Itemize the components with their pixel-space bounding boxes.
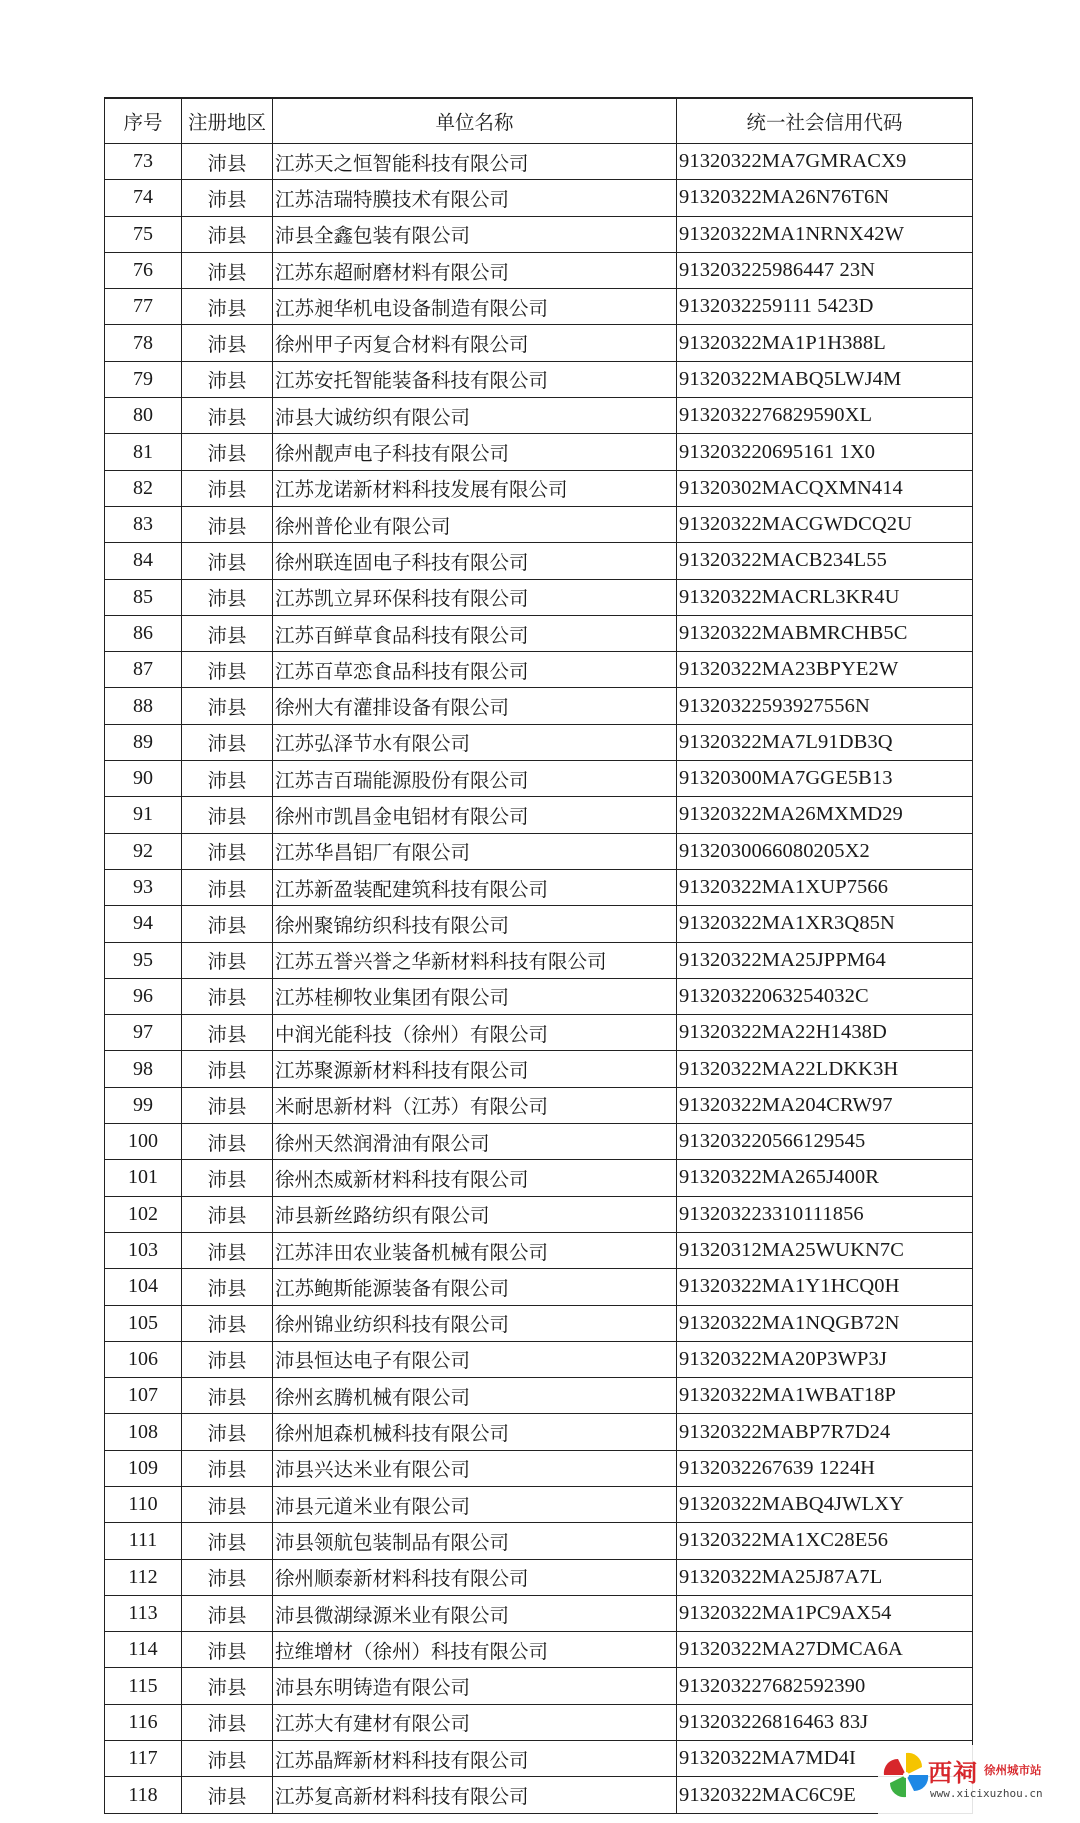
serial-no-cell: 117 bbox=[105, 1741, 182, 1777]
region-cell: 沛县 bbox=[182, 1523, 273, 1559]
credit-code-cell: 91320322063254032C bbox=[677, 978, 973, 1014]
company-name-cell: 江苏弘泽节水有限公司 bbox=[273, 724, 677, 760]
watermark-brand: 西祠 bbox=[928, 1759, 978, 1787]
serial-no-cell: 101 bbox=[105, 1160, 182, 1196]
company-name-cell: 徐州普伦业有限公司 bbox=[273, 506, 677, 542]
table-row bbox=[105, 216, 973, 252]
table-row bbox=[105, 1559, 973, 1595]
serial-no-cell: 80 bbox=[105, 398, 182, 434]
region-cell: 沛县 bbox=[182, 1741, 273, 1777]
serial-no-cell: 85 bbox=[105, 579, 182, 615]
serial-no-cell: 115 bbox=[105, 1668, 182, 1704]
serial-no-cell: 100 bbox=[105, 1124, 182, 1160]
credit-code-cell: 91320322MABQ4JWLXY bbox=[677, 1486, 973, 1522]
credit-code-cell: 91320322MA26MXMD29 bbox=[677, 797, 973, 833]
region-cell: 沛县 bbox=[182, 506, 273, 542]
credit-code-cell: 913203225986447 23N bbox=[677, 252, 973, 288]
table-row bbox=[105, 1741, 973, 1777]
company-name-cell: 沛县大诚纺织有限公司 bbox=[273, 398, 677, 434]
site-watermark bbox=[878, 1745, 1074, 1823]
credit-code-cell: 91320322MACGWDCQ2U bbox=[677, 506, 973, 542]
region-cell: 沛县 bbox=[182, 1632, 273, 1668]
company-name-cell: 徐州杰威新材料科技有限公司 bbox=[273, 1160, 677, 1196]
table-row bbox=[105, 1087, 973, 1123]
credit-code-cell: 91320322MA22LDKK3H bbox=[677, 1051, 973, 1087]
credit-code-cell: 91320322MA20P3WP3J bbox=[677, 1341, 973, 1377]
region-cell: 沛县 bbox=[182, 688, 273, 724]
region-cell: 沛县 bbox=[182, 1341, 273, 1377]
table-row bbox=[105, 543, 973, 579]
region-cell: 沛县 bbox=[182, 1269, 273, 1305]
credit-code-cell: 9132032259111 5423D bbox=[677, 289, 973, 325]
credit-code-cell: 91320322MA1XR3Q85N bbox=[677, 906, 973, 942]
company-name-cell: 沛县元道米业有限公司 bbox=[273, 1486, 677, 1522]
company-name-cell: 江苏天之恒智能科技有限公司 bbox=[273, 144, 677, 180]
serial-no-cell: 89 bbox=[105, 724, 182, 760]
company-name-cell: 江苏百草恋食品科技有限公司 bbox=[273, 652, 677, 688]
company-name-cell: 江苏新盈装配建筑科技有限公司 bbox=[273, 869, 677, 905]
region-cell: 沛县 bbox=[182, 1378, 273, 1414]
region-cell: 沛县 bbox=[182, 1414, 273, 1450]
table-row bbox=[105, 289, 973, 325]
credit-code-cell: 91320322MA25J87A7L bbox=[677, 1559, 973, 1595]
serial-no-cell: 114 bbox=[105, 1632, 182, 1668]
table-row bbox=[105, 1523, 973, 1559]
credit-code-cell: 91320322MA1NQGB72N bbox=[677, 1305, 973, 1341]
company-name-cell: 江苏龙诺新材料科技发展有限公司 bbox=[273, 470, 677, 506]
serial-no-cell: 113 bbox=[105, 1595, 182, 1631]
region-cell: 沛县 bbox=[182, 1595, 273, 1631]
credit-code-cell: 91320322MA25JPPM64 bbox=[677, 942, 973, 978]
region-cell: 沛县 bbox=[182, 1704, 273, 1740]
serial-no-cell: 87 bbox=[105, 652, 182, 688]
credit-code-cell: 91320322MACRL3KR4U bbox=[677, 579, 973, 615]
table-row bbox=[105, 761, 973, 797]
region-cell: 沛县 bbox=[182, 144, 273, 180]
company-name-cell: 江苏聚源新材料科技有限公司 bbox=[273, 1051, 677, 1087]
credit-code-cell: 91320322MA7L91DB3Q bbox=[677, 724, 973, 760]
header-credit-code: 统一社会信用代码 bbox=[677, 98, 973, 144]
table-row bbox=[105, 361, 973, 397]
serial-no-cell: 112 bbox=[105, 1559, 182, 1595]
company-list-table bbox=[104, 97, 973, 1814]
table-row bbox=[105, 1269, 973, 1305]
header-company-name: 单位名称 bbox=[273, 98, 677, 144]
company-name-cell: 江苏凯立昇环保科技有限公司 bbox=[273, 579, 677, 615]
credit-code-cell: 91320300MA7GGE5B13 bbox=[677, 761, 973, 797]
company-name-cell: 徐州顺泰新材料科技有限公司 bbox=[273, 1559, 677, 1595]
watermark-domain: www.xicixuzhou.cn bbox=[930, 1787, 1043, 1800]
credit-code-cell: 91320322MA1PC9AX54 bbox=[677, 1595, 973, 1631]
region-cell: 沛县 bbox=[182, 325, 273, 361]
region-cell: 沛县 bbox=[182, 361, 273, 397]
region-cell: 沛县 bbox=[182, 615, 273, 651]
table-row bbox=[105, 1668, 973, 1704]
region-cell: 沛县 bbox=[182, 1305, 273, 1341]
table-row bbox=[105, 1595, 973, 1631]
credit-code-cell: 91320322MA1XUP7566 bbox=[677, 869, 973, 905]
serial-no-cell: 111 bbox=[105, 1523, 182, 1559]
credit-code-cell: 91320322MABMRCHB5C bbox=[677, 615, 973, 651]
region-cell: 沛县 bbox=[182, 1160, 273, 1196]
serial-no-cell: 82 bbox=[105, 470, 182, 506]
serial-no-cell: 104 bbox=[105, 1269, 182, 1305]
credit-code-cell: 91320322MABP7R7D24 bbox=[677, 1414, 973, 1450]
table-row bbox=[105, 1378, 973, 1414]
table-row bbox=[105, 978, 973, 1014]
table-row bbox=[105, 506, 973, 542]
company-name-cell: 江苏东超耐磨材料有限公司 bbox=[273, 252, 677, 288]
credit-code-cell: 9132030066080205X2 bbox=[677, 833, 973, 869]
serial-no-cell: 91 bbox=[105, 797, 182, 833]
table-body bbox=[105, 144, 973, 1814]
table-row bbox=[105, 1015, 973, 1051]
region-cell: 沛县 bbox=[182, 1232, 273, 1268]
company-name-cell: 徐州市凯昌金电铝材有限公司 bbox=[273, 797, 677, 833]
pinwheel-logo-icon bbox=[878, 1747, 934, 1803]
table-row bbox=[105, 325, 973, 361]
company-name-cell: 江苏洁瑞特膜技术有限公司 bbox=[273, 180, 677, 216]
company-name-cell: 江苏晶辉新材料科技有限公司 bbox=[273, 1741, 677, 1777]
table-row bbox=[105, 470, 973, 506]
table-row bbox=[105, 144, 973, 180]
serial-no-cell: 109 bbox=[105, 1450, 182, 1486]
serial-no-cell: 73 bbox=[105, 144, 182, 180]
credit-code-cell: 91320322MA265J400R bbox=[677, 1160, 973, 1196]
company-name-cell: 江苏昶华机电设备制造有限公司 bbox=[273, 289, 677, 325]
serial-no-cell: 84 bbox=[105, 543, 182, 579]
company-name-cell: 徐州旭森机械科技有限公司 bbox=[273, 1414, 677, 1450]
serial-no-cell: 95 bbox=[105, 942, 182, 978]
serial-no-cell: 96 bbox=[105, 978, 182, 1014]
region-cell: 沛县 bbox=[182, 833, 273, 869]
credit-code-cell: 91320322MABQ5LWJ4M bbox=[677, 361, 973, 397]
credit-code-cell: 913203220695161 1X0 bbox=[677, 434, 973, 470]
region-cell: 沛县 bbox=[182, 761, 273, 797]
serial-no-cell: 79 bbox=[105, 361, 182, 397]
serial-no-cell: 107 bbox=[105, 1378, 182, 1414]
credit-code-cell: 91320322MA1XC28E56 bbox=[677, 1523, 973, 1559]
company-name-cell: 沛县全鑫包装有限公司 bbox=[273, 216, 677, 252]
table-row bbox=[105, 942, 973, 978]
region-cell: 沛县 bbox=[182, 1051, 273, 1087]
serial-no-cell: 102 bbox=[105, 1196, 182, 1232]
company-name-cell: 拉维增材（徐州）科技有限公司 bbox=[273, 1632, 677, 1668]
region-cell: 沛县 bbox=[182, 978, 273, 1014]
company-name-cell: 江苏沣田农业装备机械有限公司 bbox=[273, 1232, 677, 1268]
table-row bbox=[105, 1305, 973, 1341]
table-row bbox=[105, 1160, 973, 1196]
serial-no-cell: 88 bbox=[105, 688, 182, 724]
serial-no-cell: 83 bbox=[105, 506, 182, 542]
credit-code-cell: 91320322593927556N bbox=[677, 688, 973, 724]
table-row bbox=[105, 1486, 973, 1522]
serial-no-cell: 118 bbox=[105, 1777, 182, 1813]
credit-code-cell: 913203223310111856 bbox=[677, 1196, 973, 1232]
serial-no-cell: 75 bbox=[105, 216, 182, 252]
region-cell: 沛县 bbox=[182, 1015, 273, 1051]
credit-code-cell: 91320322MACB234L55 bbox=[677, 543, 973, 579]
company-name-cell: 徐州大有灌排设备有限公司 bbox=[273, 688, 677, 724]
table-row bbox=[105, 398, 973, 434]
region-cell: 沛县 bbox=[182, 1777, 273, 1813]
company-name-cell: 中润光能科技（徐州）有限公司 bbox=[273, 1015, 677, 1051]
table-header bbox=[105, 98, 973, 144]
region-cell: 沛县 bbox=[182, 398, 273, 434]
table-row bbox=[105, 180, 973, 216]
table-row bbox=[105, 1232, 973, 1268]
header-row bbox=[105, 98, 973, 144]
header-region: 注册地区 bbox=[182, 98, 273, 144]
region-cell: 沛县 bbox=[182, 543, 273, 579]
credit-code-cell: 9132032276829590XL bbox=[677, 398, 973, 434]
company-name-cell: 徐州锦业纺织科技有限公司 bbox=[273, 1305, 677, 1341]
table-row bbox=[105, 797, 973, 833]
region-cell: 沛县 bbox=[182, 434, 273, 470]
credit-code-cell: 91320322MA7GMRACX9 bbox=[677, 144, 973, 180]
credit-code-cell: 91320322MA22H1438D bbox=[677, 1015, 973, 1051]
company-name-cell: 江苏大有建材有限公司 bbox=[273, 1704, 677, 1740]
serial-no-cell: 81 bbox=[105, 434, 182, 470]
table-row bbox=[105, 252, 973, 288]
serial-no-cell: 110 bbox=[105, 1486, 182, 1522]
credit-code-cell: 9132032267639 1224H bbox=[677, 1450, 973, 1486]
company-name-cell: 徐州靓声电子科技有限公司 bbox=[273, 434, 677, 470]
table-row bbox=[105, 1124, 973, 1160]
credit-code-cell: 91320322MA1Y1HCQ0H bbox=[677, 1269, 973, 1305]
company-name-cell: 沛县领航包装制品有限公司 bbox=[273, 1523, 677, 1559]
company-name-cell: 徐州天然润滑油有限公司 bbox=[273, 1124, 677, 1160]
credit-code-cell: 91320322MA23BPYE2W bbox=[677, 652, 973, 688]
table-row bbox=[105, 1341, 973, 1377]
company-name-cell: 徐州联连固电子科技有限公司 bbox=[273, 543, 677, 579]
credit-code-cell: 91320322MA7MD4I bbox=[677, 1741, 973, 1777]
credit-code-cell: 91320322MA27DMCA6A bbox=[677, 1632, 973, 1668]
serial-no-cell: 78 bbox=[105, 325, 182, 361]
company-name-cell: 沛县东明铸造有限公司 bbox=[273, 1668, 677, 1704]
credit-code-cell: 91320322MA26N76T6N bbox=[677, 180, 973, 216]
credit-code-cell: 91320302MACQXMN414 bbox=[677, 470, 973, 506]
company-name-cell: 沛县微湖绿源米业有限公司 bbox=[273, 1595, 677, 1631]
company-name-cell: 沛县新丝路纺织有限公司 bbox=[273, 1196, 677, 1232]
table-row bbox=[105, 579, 973, 615]
serial-no-cell: 116 bbox=[105, 1704, 182, 1740]
region-cell: 沛县 bbox=[182, 869, 273, 905]
company-name-cell: 沛县恒达电子有限公司 bbox=[273, 1341, 677, 1377]
company-name-cell: 沛县兴达米业有限公司 bbox=[273, 1450, 677, 1486]
serial-no-cell: 76 bbox=[105, 252, 182, 288]
table-row bbox=[105, 1704, 973, 1740]
region-cell: 沛县 bbox=[182, 579, 273, 615]
credit-code-cell: 91320322MA204CRW97 bbox=[677, 1087, 973, 1123]
region-cell: 沛县 bbox=[182, 1087, 273, 1123]
company-name-cell: 江苏安托智能装备科技有限公司 bbox=[273, 361, 677, 397]
serial-no-cell: 105 bbox=[105, 1305, 182, 1341]
region-cell: 沛县 bbox=[182, 652, 273, 688]
credit-code-cell: 91320322MA1NRNX42W bbox=[677, 216, 973, 252]
region-cell: 沛县 bbox=[182, 1668, 273, 1704]
serial-no-cell: 103 bbox=[105, 1232, 182, 1268]
company-name-cell: 江苏百鲜草食品科技有限公司 bbox=[273, 615, 677, 651]
region-cell: 沛县 bbox=[182, 1196, 273, 1232]
table-row bbox=[105, 906, 973, 942]
table-row bbox=[105, 652, 973, 688]
serial-no-cell: 106 bbox=[105, 1341, 182, 1377]
serial-no-cell: 77 bbox=[105, 289, 182, 325]
company-name-cell: 徐州聚锦纺织科技有限公司 bbox=[273, 906, 677, 942]
region-cell: 沛县 bbox=[182, 797, 273, 833]
credit-code-cell: 913203220566129545 bbox=[677, 1124, 973, 1160]
region-cell: 沛县 bbox=[182, 942, 273, 978]
table-row bbox=[105, 1051, 973, 1087]
serial-no-cell: 74 bbox=[105, 180, 182, 216]
serial-no-cell: 98 bbox=[105, 1051, 182, 1087]
credit-code-cell: 91320322MAC6C9E bbox=[677, 1777, 973, 1813]
serial-no-cell: 108 bbox=[105, 1414, 182, 1450]
credit-code-cell: 91320312MA25WUKN7C bbox=[677, 1232, 973, 1268]
company-name-cell: 江苏五誉兴誉之华新材料科技有限公司 bbox=[273, 942, 677, 978]
table-row bbox=[105, 1777, 973, 1813]
region-cell: 沛县 bbox=[182, 289, 273, 325]
company-name-cell: 米耐思新材料（江苏）有限公司 bbox=[273, 1087, 677, 1123]
table-row bbox=[105, 1414, 973, 1450]
serial-no-cell: 94 bbox=[105, 906, 182, 942]
company-name-cell: 江苏鲍斯能源装备有限公司 bbox=[273, 1269, 677, 1305]
company-name-cell: 徐州甲子丙复合材料有限公司 bbox=[273, 325, 677, 361]
region-cell: 沛县 bbox=[182, 906, 273, 942]
table-row bbox=[105, 1196, 973, 1232]
table-row bbox=[105, 724, 973, 760]
table-row bbox=[105, 688, 973, 724]
serial-no-cell: 99 bbox=[105, 1087, 182, 1123]
credit-code-cell: 91320322MA1P1H388L bbox=[677, 325, 973, 361]
credit-code-cell: 913203227682592390 bbox=[677, 1668, 973, 1704]
region-cell: 沛县 bbox=[182, 252, 273, 288]
serial-no-cell: 90 bbox=[105, 761, 182, 797]
region-cell: 沛县 bbox=[182, 1450, 273, 1486]
region-cell: 沛县 bbox=[182, 470, 273, 506]
serial-no-cell: 93 bbox=[105, 869, 182, 905]
table-row bbox=[105, 1450, 973, 1486]
table-row bbox=[105, 1632, 973, 1668]
serial-no-cell: 92 bbox=[105, 833, 182, 869]
region-cell: 沛县 bbox=[182, 1124, 273, 1160]
serial-no-cell: 97 bbox=[105, 1015, 182, 1051]
region-cell: 沛县 bbox=[182, 1559, 273, 1595]
table-row bbox=[105, 615, 973, 651]
header-serial-no: 序号 bbox=[105, 98, 182, 144]
credit-code-cell: 91320322MA1WBAT18P bbox=[677, 1378, 973, 1414]
company-name-cell: 江苏桂柳牧业集团有限公司 bbox=[273, 978, 677, 1014]
region-cell: 沛县 bbox=[182, 724, 273, 760]
watermark-brand-sub: 徐州城市站 bbox=[984, 1763, 1042, 1777]
serial-no-cell: 86 bbox=[105, 615, 182, 651]
company-name-cell: 江苏复高新材料科技有限公司 bbox=[273, 1777, 677, 1813]
company-name-cell: 江苏华昌铝厂有限公司 bbox=[273, 833, 677, 869]
table-row bbox=[105, 434, 973, 470]
credit-code-cell: 913203226816463 83J bbox=[677, 1704, 973, 1740]
region-cell: 沛县 bbox=[182, 180, 273, 216]
company-name-cell: 徐州玄腾机械有限公司 bbox=[273, 1378, 677, 1414]
region-cell: 沛县 bbox=[182, 216, 273, 252]
table-row bbox=[105, 869, 973, 905]
company-name-cell: 江苏吉百瑞能源股份有限公司 bbox=[273, 761, 677, 797]
region-cell: 沛县 bbox=[182, 1486, 273, 1522]
table-row bbox=[105, 833, 973, 869]
